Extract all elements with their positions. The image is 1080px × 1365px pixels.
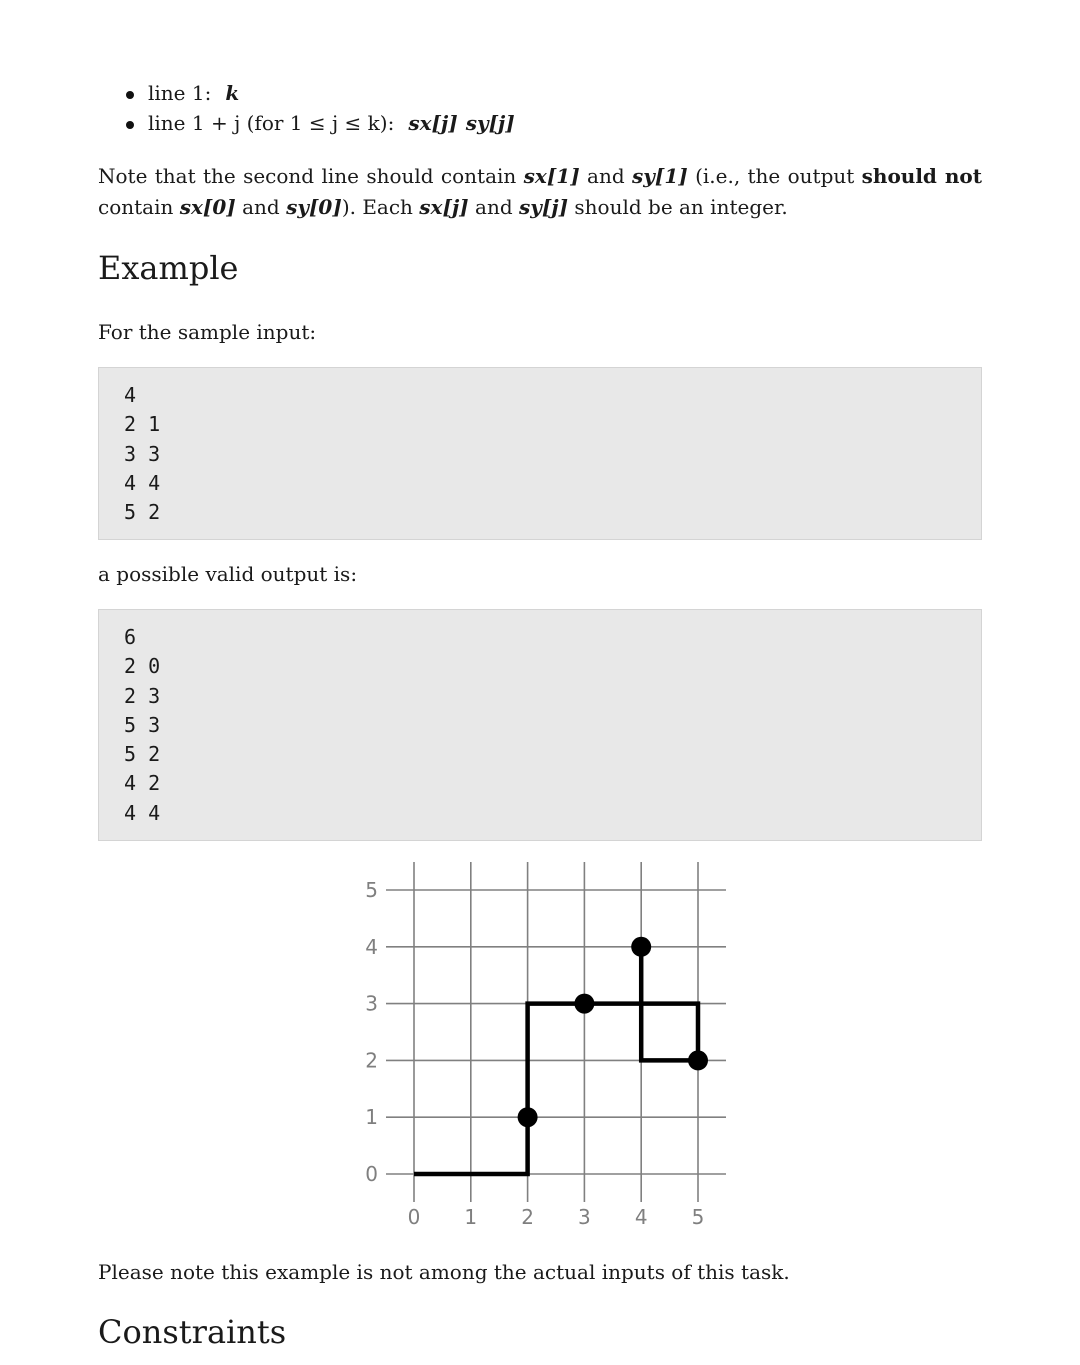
- constraints-heading: Constraints: [98, 1313, 287, 1351]
- document-content: [98, 78, 982, 1351]
- note-bold: should not: [861, 164, 982, 188]
- format-line-1-prefix: line 1:: [148, 81, 212, 105]
- sample-input-line: 4: [124, 383, 137, 407]
- sample-output-line: 2 0: [124, 654, 161, 679]
- format-line-1-var: k: [225, 81, 240, 105]
- output-note-paragraph: [98, 161, 982, 223]
- x-tick-label: 2: [521, 1205, 534, 1229]
- note-var-syj: sy[j]: [518, 195, 569, 219]
- format-line-2-prefix: line 1 + j (for 1 ≤ j ≤ k):: [148, 111, 395, 135]
- note-text-1: Note that the second line should contain: [98, 164, 524, 188]
- note-text-6: ). Each: [341, 195, 420, 219]
- format-line-2: [98, 108, 982, 138]
- format-line-1: [98, 78, 982, 108]
- note-var-sx1: sx[1]: [523, 164, 580, 188]
- sample-input-line: 2 1: [124, 412, 161, 437]
- example-footnote: Please note this example is not among the actual inputs of this task.: [98, 1260, 790, 1284]
- sample-input-line: 4 4: [124, 470, 161, 495]
- sample-output-block: [98, 609, 982, 841]
- note-text-4: contain: [98, 195, 180, 219]
- target-point: [688, 1050, 708, 1070]
- x-tick-label: 3: [578, 1205, 591, 1229]
- note-var-sx0: sx[0]: [179, 195, 236, 219]
- format-line-2-var-sx: sx[j]: [408, 111, 458, 135]
- note-text-2: and: [579, 164, 632, 188]
- sample-input-line: 5 2: [124, 500, 161, 525]
- x-tick-label: 5: [691, 1205, 705, 1229]
- sample-output-line: 4 2: [124, 771, 161, 796]
- sample-input-block: [98, 367, 982, 540]
- target-point: [631, 937, 651, 957]
- sample-output-line: 5 3: [124, 712, 161, 737]
- sample-input-line: 3 3: [124, 441, 161, 466]
- sample-output-label: a possible valid output is:: [98, 562, 358, 586]
- y-tick-label: 3: [365, 991, 378, 1016]
- note-text-5: and: [235, 195, 287, 219]
- note-text-3: (i.e., the output: [687, 164, 862, 188]
- sample-output-line: 2 3: [124, 683, 161, 708]
- target-point: [518, 1107, 538, 1127]
- x-tick-label: 1: [464, 1205, 478, 1229]
- target-point: [574, 994, 594, 1014]
- sample-output-line: 6: [124, 625, 137, 649]
- y-tick-label: 0: [365, 1162, 378, 1186]
- note-text-7: and: [468, 195, 519, 219]
- note-var-sxj: sx[j]: [419, 195, 469, 219]
- format-line-2-var-sy: sy[j]: [465, 111, 515, 135]
- y-tick-label: 4: [365, 934, 378, 959]
- output-format-list: [98, 78, 982, 138]
- y-tick-label: 1: [365, 1105, 378, 1130]
- note-var-sy0: sy[0]: [286, 195, 342, 219]
- sample-output-line: 5 2: [124, 742, 161, 767]
- y-tick-label: 2: [365, 1048, 378, 1073]
- note-var-sy1: sy[1]: [631, 164, 688, 188]
- note-text-8: should be an integer.: [568, 195, 788, 219]
- x-tick-label: 0: [407, 1205, 421, 1229]
- example-path-chart: [350, 855, 750, 1235]
- sample-output-line: 4 4: [124, 800, 161, 825]
- x-tick-label: 4: [634, 1205, 648, 1229]
- sample-input-label: For the sample input:: [98, 320, 317, 344]
- y-tick-label: 5: [365, 878, 378, 902]
- example-heading: Example: [98, 249, 239, 287]
